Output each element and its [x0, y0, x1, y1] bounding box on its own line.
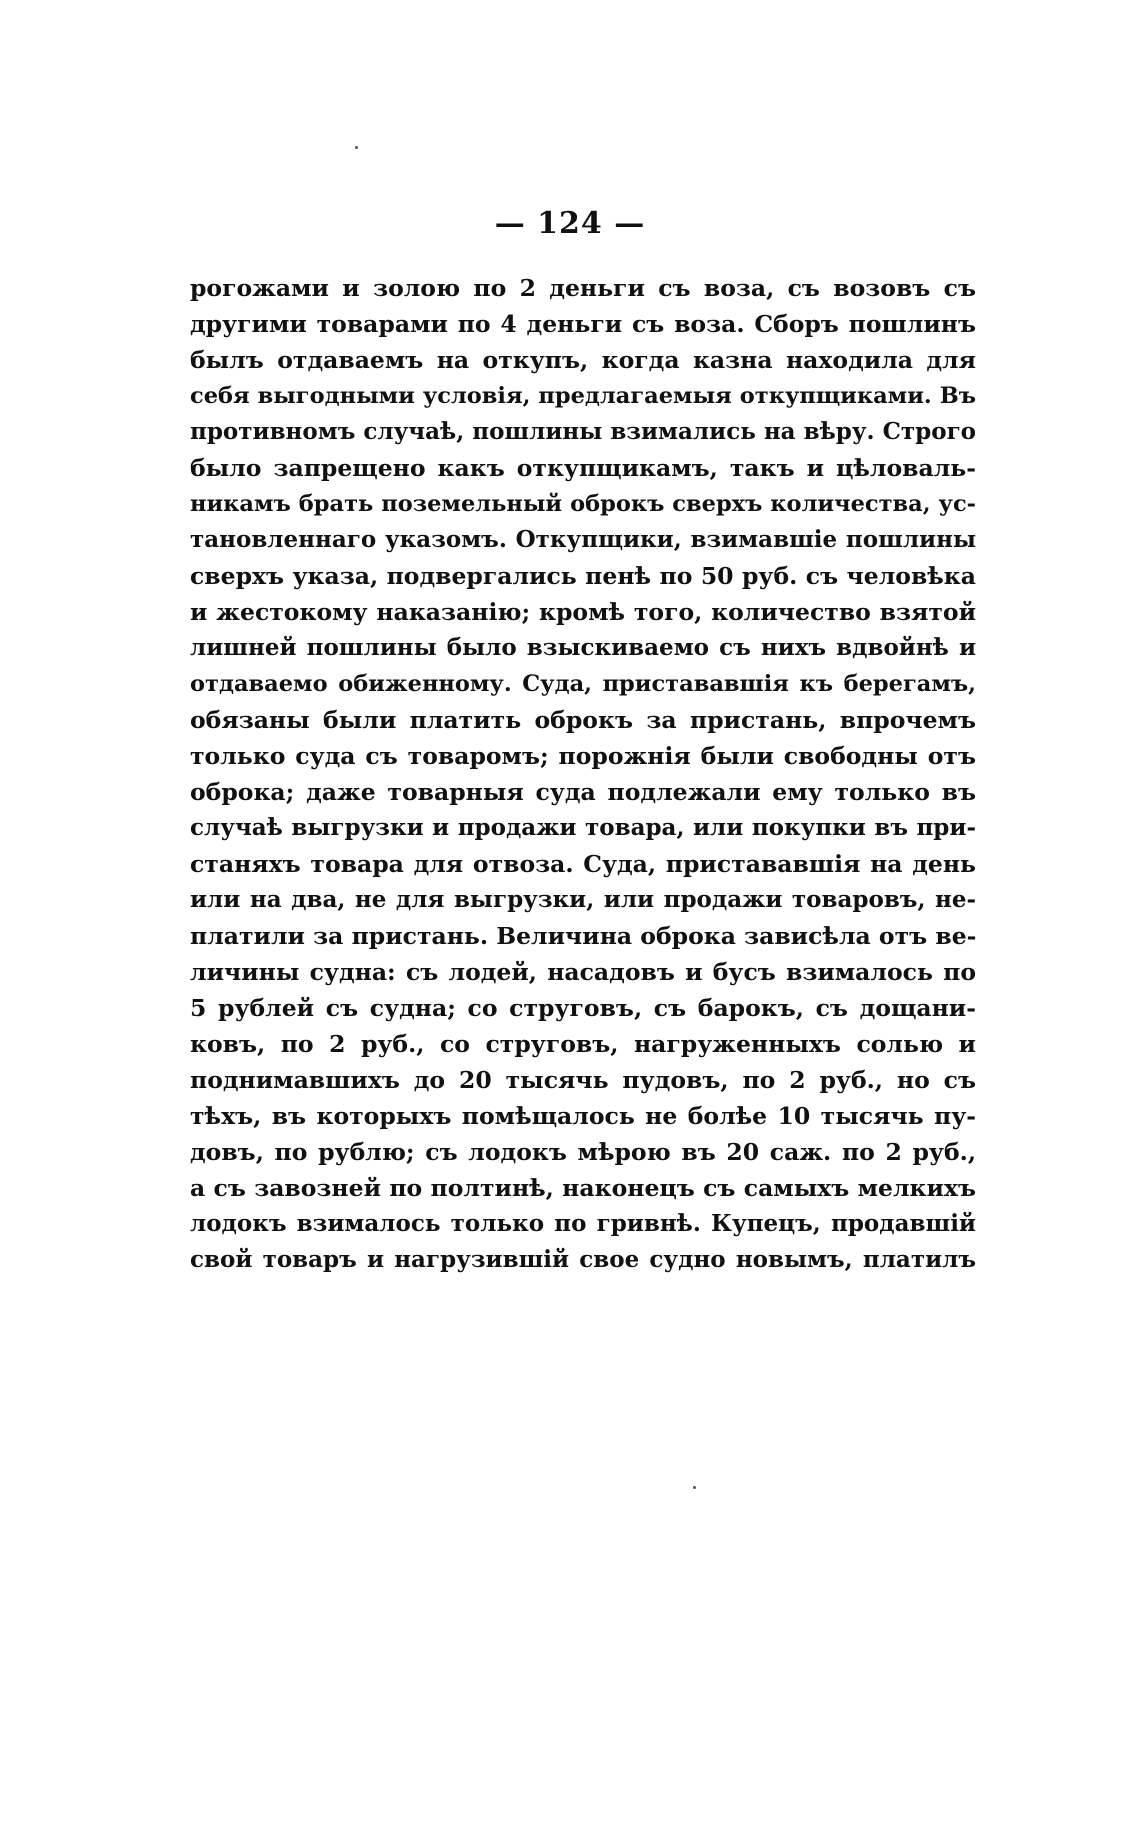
text-line: платили за пристань. Величина оброка зависѣла отъ ве-: [190, 922, 976, 950]
text-line: станяхъ товара для отвоза. Суда, пристававшія на день: [190, 850, 976, 878]
text-line: рогожами и золою по 2 деньги съ воза, съ возовъ съ: [190, 274, 976, 302]
text-line: обязаны были платить оброкъ за пристань, впрочемъ: [190, 706, 976, 734]
text-line: противномъ случаѣ, пошлины взимались на вѣру. Строго: [190, 418, 976, 445]
text-line: оброка; даже товарныя суда подлежали ему только въ: [190, 778, 976, 806]
text-line: свой товаръ и нагрузившій свое судно новымъ, платилъ: [190, 1246, 976, 1273]
body-text: [190, 270, 976, 1278]
text-line: и жестокому наказанію; кромѣ того, количество взятой: [190, 598, 976, 626]
text-line: тановленнаго указомъ. Откупщики, взимавшіе пошлины: [190, 526, 976, 553]
text-line: лишней пошлины было взыскиваемо съ нихъ вдвойнѣ и: [190, 634, 976, 661]
text-line: только суда съ товаромъ; порожнія были свободны отъ: [190, 742, 976, 770]
text-line: отдаваемо обиженному. Суда, пристававшія къ берегамъ,: [190, 671, 976, 697]
text-line: или на два, не для выгрузки, или продажи товаровъ, не-: [190, 886, 976, 913]
text-line: сверхъ указа, подвергались пенѣ по 50 руб. съ человѣка: [190, 562, 976, 590]
page-number: — 124 —: [494, 206, 646, 241]
text-line: себя выгодными условія, предлагаемыя откупщиками. Въ: [190, 383, 976, 409]
text-line: никамъ брать поземельный оброкъ сверхъ количества, ус-: [190, 491, 976, 517]
text-line: поднимавшихъ до 20 тысячь пудовъ, по 2 руб., но съ: [190, 1066, 976, 1094]
text-line: а съ завозней по полтинѣ, наконецъ съ самыхъ мелкихъ: [190, 1174, 976, 1202]
paper-speck: [355, 146, 358, 149]
paper-speck: [693, 1486, 696, 1489]
text-line: лодокъ взималось только по гривнѣ. Купецъ, продавшій: [190, 1210, 976, 1237]
text-line: ковъ, по 2 руб., со струговъ, нагруженныхъ солью и: [190, 1030, 976, 1058]
text-line: былъ отдаваемъ на откупъ, когда казна находила для: [190, 346, 976, 374]
text-line: случаѣ выгрузки и продажи товара, или покупки въ при-: [190, 814, 976, 841]
text-line: личины судна: съ лодей, насадовъ и бусъ взималось по: [190, 958, 976, 986]
text-line: тѣхъ, въ которыхъ помѣщалось не болѣе 10 тысячь пу-: [190, 1102, 976, 1130]
text-line: было запрещено какъ откупщикамъ, такъ и цѣловаль-: [190, 454, 976, 482]
text-line: 5 рублей съ судна; со струговъ, съ барокъ, съ дощани-: [190, 994, 976, 1022]
text-line: довъ, по рублю; съ лодокъ мѣрою въ 20 саж. по 2 руб.,: [190, 1138, 976, 1166]
text-line: другими товарами по 4 деньги съ воза. Сборъ пошлинъ: [190, 310, 976, 338]
